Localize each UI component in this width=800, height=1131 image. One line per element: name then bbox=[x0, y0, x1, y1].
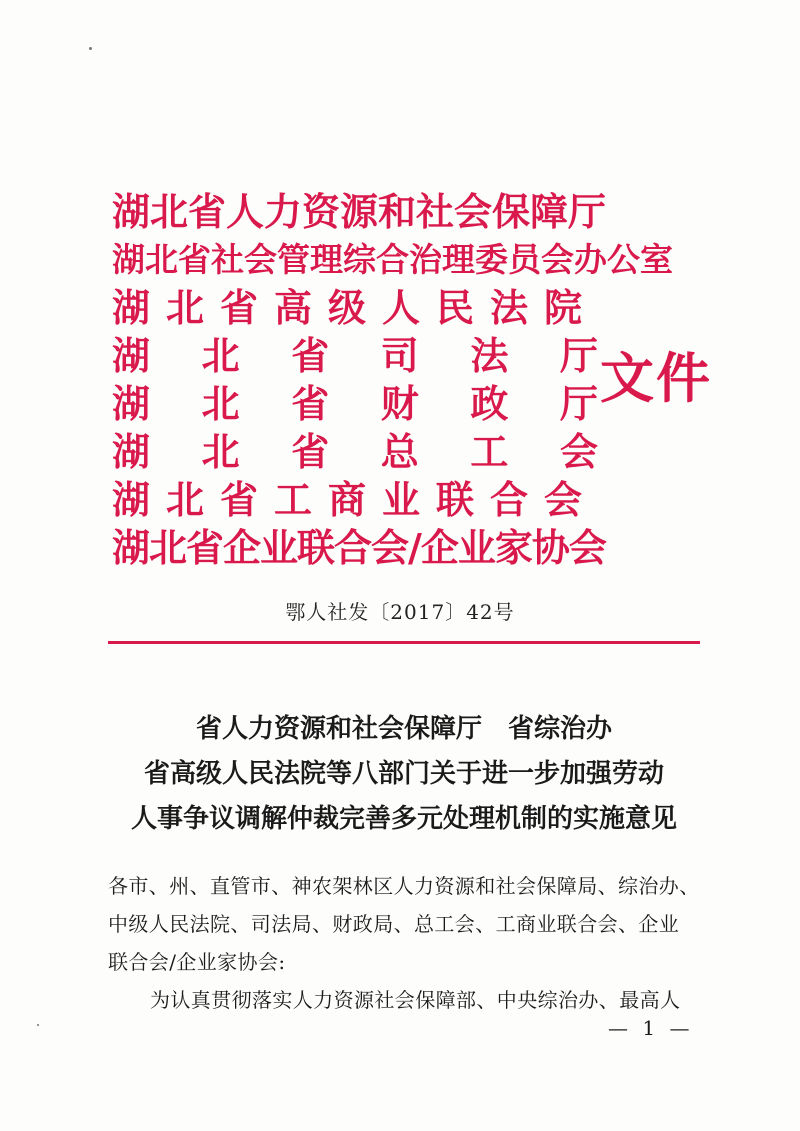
org-finance-department: 湖 北 省 财 政 厅 bbox=[112, 381, 598, 426]
title-line: 人事争议调解仲裁完善多元处理机制的实施意见 bbox=[130, 804, 677, 834]
org-governance-office bbox=[112, 236, 673, 284]
org-justice-department: 湖 北 省 司 法 厅 bbox=[112, 333, 598, 378]
document-body bbox=[108, 867, 704, 1019]
org-commerce-federation bbox=[112, 476, 598, 524]
scan-speck bbox=[89, 47, 92, 50]
body-line: 各市、州、直管市、神农架林区人力资源和社会保障局、综治办、 bbox=[108, 874, 700, 898]
org-name: 湖北省工商业联合会 bbox=[112, 477, 599, 522]
title-line: 省高级人民法院等八部门关于进一步加强劳动 bbox=[143, 759, 664, 789]
body-line: 联合会/企业家协会: bbox=[108, 950, 286, 974]
red-divider bbox=[108, 641, 700, 644]
document-number: 鄂人社发〔2017〕42号 bbox=[285, 600, 515, 624]
page-number: — 1 — bbox=[608, 1016, 694, 1040]
body-line: 为认真贯彻落实人力资源社会保障部、中央综治办、最高人 bbox=[150, 988, 681, 1012]
org-enterprise-association bbox=[112, 524, 606, 572]
org-hr-department bbox=[112, 188, 607, 236]
org-name: 湖北省企业联合会/企业家协会 bbox=[112, 525, 606, 570]
org-name: 湖北省人力资源和社会保障厅 bbox=[112, 189, 607, 234]
org-name: 湖北省高级人民法院 bbox=[112, 285, 599, 330]
document-suffix: 文件 bbox=[600, 346, 712, 410]
title-line: 省人力资源和社会保障厅 省综治办 bbox=[195, 714, 612, 744]
document-title bbox=[108, 707, 700, 842]
org-name: 湖北省社会管理综合治理委员会办公室 bbox=[112, 240, 673, 279]
body-line: 中级人民法院、司法局、财政局、总工会、工商业联合会、企业 bbox=[108, 912, 680, 936]
scan-speck bbox=[37, 1024, 39, 1026]
org-trade-union: 湖 北 省 总 工 会 bbox=[112, 429, 598, 474]
org-high-court bbox=[112, 284, 598, 332]
